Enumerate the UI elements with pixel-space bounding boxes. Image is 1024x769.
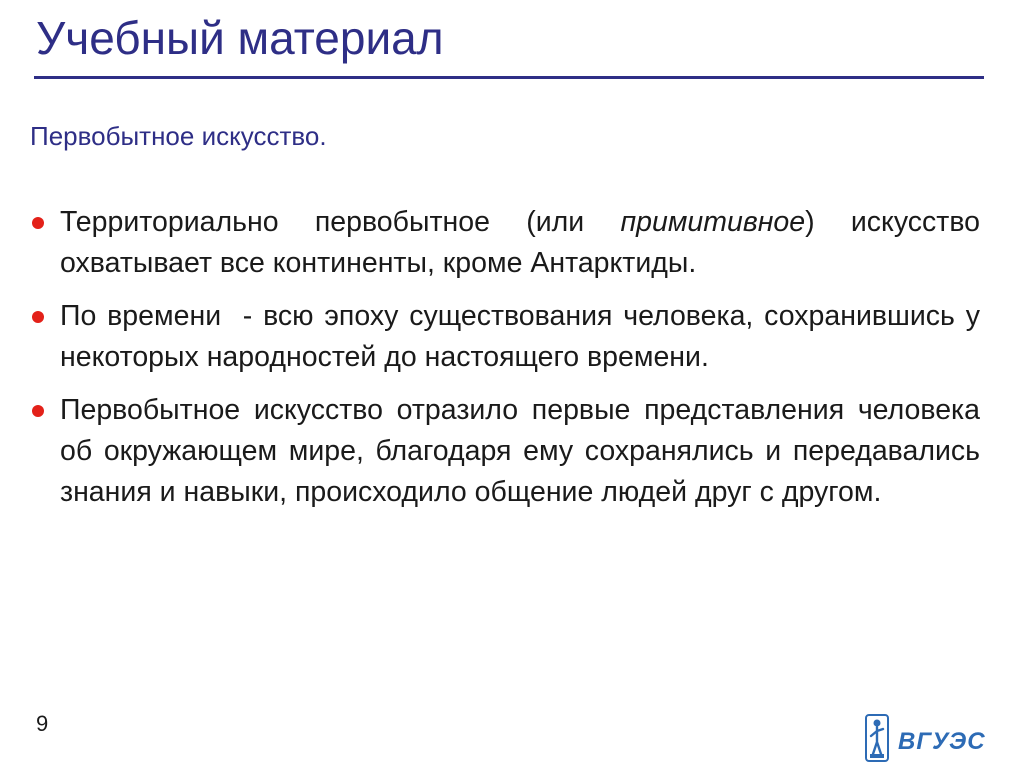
bullet-dot-icon	[32, 311, 44, 323]
page-number: 9	[36, 711, 49, 736]
title-divider	[34, 76, 984, 79]
bullet-dot-icon	[32, 217, 44, 229]
bullet-text-part: Территориально первобытное (или	[60, 206, 621, 238]
bullet-item	[30, 296, 988, 378]
slide-title: Учебный материал	[36, 12, 444, 64]
bullet-text: Первобытное искусство отразило первые представления человека об окружающем мире, благодаря ему сохранялись и передавались знания и навыки, происходило общение людей друг с другом.	[60, 394, 980, 508]
bullet-text	[60, 202, 980, 284]
slide-subtitle: Первобытное искусство.	[30, 121, 327, 151]
bullet-dot-icon	[32, 405, 44, 417]
statue-emblem-icon	[864, 712, 990, 764]
bullet-item	[30, 390, 980, 513]
bullet-item	[30, 202, 980, 284]
bullet-text-italic: примитивное	[620, 206, 806, 238]
bullet-text: По времени - всю эпоху существования человека, сохранившись у некоторых народностей до настоящего времени.	[60, 300, 988, 373]
bullet-text-part: ) искусство охватывает все континенты, кроме Антарктиды.	[60, 206, 980, 279]
bullet-list	[30, 202, 988, 525]
svg-text:ВГУЭС: ВГУЭС	[898, 728, 986, 755]
university-logo	[864, 712, 990, 764]
